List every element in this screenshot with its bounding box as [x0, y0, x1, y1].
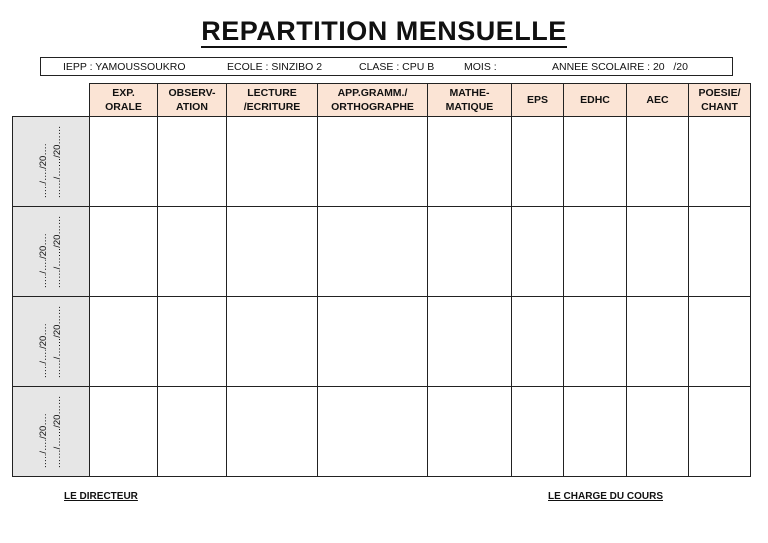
week-date-cell [13, 117, 90, 207]
schedule-cell[interactable] [318, 117, 428, 207]
schedule-cell[interactable] [689, 297, 751, 387]
subject-header [90, 84, 158, 117]
subject-header-line1: EPS [526, 94, 548, 106]
schedule-cell[interactable] [318, 297, 428, 387]
subject-header-line2: ATION [176, 101, 208, 113]
schedule-cell[interactable] [318, 207, 428, 297]
schedule-cell[interactable] [158, 117, 227, 207]
schedule-cell[interactable] [564, 297, 627, 387]
subject-header-line1: EDHC [580, 94, 610, 106]
week-row [13, 207, 751, 297]
schedule-cell[interactable] [512, 117, 564, 207]
week-date-range [37, 215, 65, 288]
subject-header [627, 84, 689, 117]
info-iepp: IEPP : YAMOUSSOUKRO [63, 61, 186, 73]
info-ecole: ECOLE : SINZIBO 2 [227, 61, 323, 73]
info-classe: CLASE : CPU B [359, 61, 435, 73]
director-signature-label: LE DIRECTEUR [64, 491, 138, 502]
subject-header-line1: AEC [646, 94, 669, 106]
subject-header-line1: LECTURE [247, 87, 297, 99]
schedule-cell[interactable] [512, 207, 564, 297]
schedule-cell[interactable] [158, 297, 227, 387]
subject-header [512, 84, 564, 117]
subject-header-line2: CHANT [701, 101, 738, 113]
subject-header-line1: MATHE- [449, 87, 490, 99]
week-date-end: ……/……/20…… [52, 215, 63, 288]
subject-header-line2: ORTHOGRAPHE [331, 101, 414, 113]
schedule-cell[interactable] [318, 387, 428, 477]
subject-header [318, 84, 428, 117]
schedule-cell[interactable] [158, 387, 227, 477]
schedule-cell[interactable] [227, 297, 318, 387]
schedule-cell[interactable] [227, 387, 318, 477]
subject-header [428, 84, 512, 117]
page-title-text: REPARTITION MENSUELLE [201, 16, 567, 46]
teacher-signature-label: LE CHARGE DU COURS [548, 491, 664, 502]
schedule-cell[interactable] [428, 297, 512, 387]
subject-header-line2: MATIQUE [445, 101, 494, 113]
week-date-end: ……/……/20…… [52, 125, 63, 198]
info-bar [40, 57, 733, 76]
week-row [13, 297, 751, 387]
schedule-cell[interactable] [564, 207, 627, 297]
subject-header-line1: POESIE/ [698, 87, 741, 99]
info-annee: ANNEE SCOLAIRE : 20 /20 [552, 61, 688, 73]
schedule-table [12, 83, 751, 477]
page-title [0, 16, 768, 47]
schedule-cell[interactable] [564, 387, 627, 477]
header-row [13, 84, 751, 117]
week-date-start: …../…./20…. [38, 413, 49, 468]
subject-header-line2: /ECRITURE [243, 101, 301, 113]
schedule-cell[interactable] [428, 117, 512, 207]
schedule-cell[interactable] [512, 387, 564, 477]
subject-header-line1: EXP. [112, 87, 135, 99]
subject-header-line2: ORALE [105, 101, 142, 113]
week-date-range [37, 125, 65, 198]
week-date-cell [13, 297, 90, 387]
schedule-cell[interactable] [564, 117, 627, 207]
subject-header-line1: APP.GRAMM./ [337, 87, 408, 99]
schedule-cell[interactable] [90, 207, 158, 297]
header-corner [13, 84, 90, 117]
schedule-cell[interactable] [627, 207, 689, 297]
schedule-cell[interactable] [689, 207, 751, 297]
schedule-cell[interactable] [689, 387, 751, 477]
schedule-cell[interactable] [627, 387, 689, 477]
week-date-cell [13, 207, 90, 297]
week-date-start: …../…./20…. [38, 323, 49, 378]
week-date-start: …../…./20…. [38, 143, 49, 198]
week-date-cell [13, 387, 90, 477]
schedule-cell[interactable] [90, 387, 158, 477]
schedule-cell[interactable] [428, 207, 512, 297]
week-date-range [37, 395, 65, 468]
subject-header [158, 84, 227, 117]
week-date-end: ……/……/20…… [52, 395, 63, 468]
subject-header [689, 84, 751, 117]
schedule-cell[interactable] [428, 387, 512, 477]
subject-header-line1: OBSERV- [168, 87, 216, 99]
schedule-cell[interactable] [512, 297, 564, 387]
schedule-cell[interactable] [90, 297, 158, 387]
subject-header [564, 84, 627, 117]
schedule-cell[interactable] [627, 117, 689, 207]
subject-header [227, 84, 318, 117]
schedule-cell[interactable] [158, 207, 227, 297]
schedule-cell[interactable] [227, 207, 318, 297]
week-date-end: ……/……/20…… [52, 305, 63, 378]
week-date-start: …../…./20…. [38, 233, 49, 288]
week-row [13, 387, 751, 477]
info-mois: MOIS : [464, 61, 497, 73]
schedule-cell[interactable] [689, 117, 751, 207]
week-row [13, 117, 751, 207]
schedule-cell[interactable] [90, 117, 158, 207]
schedule-cell[interactable] [227, 117, 318, 207]
schedule-cell[interactable] [627, 297, 689, 387]
week-date-range [37, 305, 65, 378]
